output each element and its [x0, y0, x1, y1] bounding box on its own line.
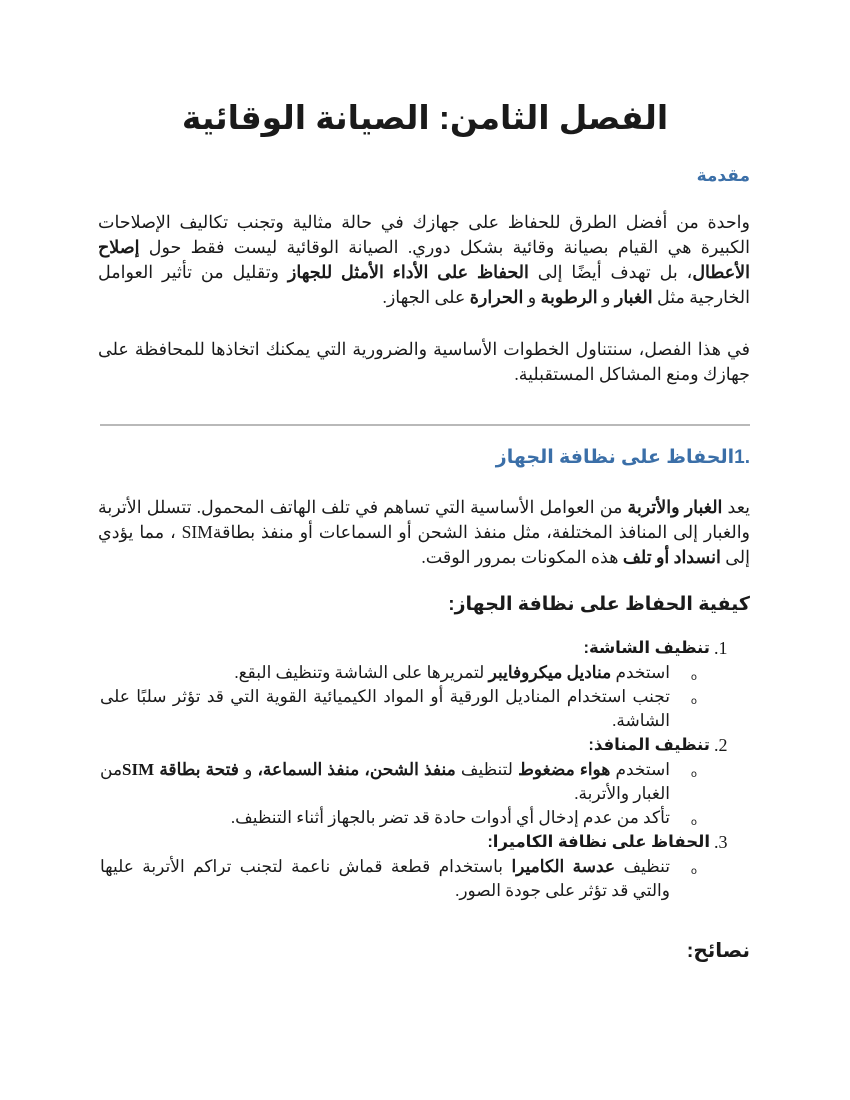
text-run: هذه المكونات بمرور الوقت. — [421, 547, 623, 567]
text-run: تنظيف — [615, 857, 670, 876]
step-sub-item — [100, 758, 710, 806]
step-item — [100, 636, 750, 733]
step-sub-item — [100, 806, 710, 830]
step-number: 3. — [714, 832, 728, 852]
text-run: ، بل تهدف أيضًا إلى — [528, 262, 693, 282]
intro-paragraph-1 — [98, 210, 750, 310]
step-title: تنظيف الشاشة: — [583, 639, 710, 657]
text-run: و — [238, 760, 253, 779]
step-number: 1. — [714, 638, 728, 658]
bold-text: الحرارة — [469, 287, 524, 307]
step-title: الحفاظ على نظافة الكاميرا: — [487, 833, 710, 851]
step-sub-list — [100, 855, 710, 903]
cleaning-steps-list — [100, 636, 750, 903]
step-number: 2. — [714, 735, 728, 755]
step-sub-list — [100, 758, 710, 830]
text-run: و — [597, 287, 615, 307]
section-1-paragraph — [98, 495, 750, 570]
text-run: في هذا الفصل، سنتناول الخطوات الأساسية والضرورية التي يمكنك اتخاذها للمحافظة على جهازك ومنع المشاكل المستقبلية. — [98, 339, 750, 384]
text-run: تأكد من عدم إدخال أي أدوات حادة قد تضر بالجهاز أثناء التنظيف. — [230, 808, 670, 827]
step-title: تنظيف المنافذ: — [588, 736, 710, 754]
bold-text: فتحة بطاقة SIM — [122, 760, 239, 779]
bullet-icon: o — [690, 769, 697, 780]
section-1-heading: .1الحفاظ على نظافة الجهاز — [495, 447, 750, 468]
intro-paragraph-2 — [98, 337, 750, 387]
text-run: يعد — [722, 497, 751, 517]
step-sub-item — [100, 685, 710, 733]
bold-text: الغبار — [614, 287, 653, 307]
bold-text: الحفاظ على الأداء الأمثل للجهاز — [287, 262, 529, 282]
text-run: لتمريرها على الشاشة وتنظيف البقع. — [234, 663, 489, 682]
bullet-icon: o — [690, 672, 697, 683]
bold-text: الغبار والأتربة — [627, 497, 723, 517]
bold-text: الرطوبة — [540, 287, 598, 307]
step-sub-item — [100, 855, 710, 903]
bold-text: منفذ الشحن، منفذ السماعة، — [252, 760, 456, 779]
bold-text: هواء مضغوط — [518, 760, 611, 779]
tips-heading: نصائح: — [686, 940, 750, 962]
text-run: من العوامل الأساسية التي تساهم في تلف الهاتف المحمول. تتسلل الأتربة والغبار إلى المنافذ المختلفة، مثل منفذ الشحن أو السماعات أو منفذ بطاقةSIM ، مما يؤدي إلى — [98, 497, 751, 567]
intro-heading: مقدمة — [696, 166, 750, 185]
text-run: استخدم — [610, 760, 670, 779]
bullet-icon: o — [690, 696, 697, 707]
text-run: واحدة من أفضل الطرق للحفاظ على جهازك في حالة مثالية وتجنب تكاليف الإصلاحات الكبيرة هي القيام بصيانة وقائية بشكل دوري. الصيانة الوقائية ليست فقط حول — [98, 212, 750, 257]
section-divider — [100, 424, 750, 426]
text-run: تجنب استخدام المناديل الورقية أو المواد الكيميائية القوية التي قد تؤثر سلبًا على الشاشة. — [100, 687, 670, 730]
text-run: باستخدام قطعة قماش ناعمة لتجنب تراكم الأتربة عليها والتي قد تؤثر على جودة الصور. — [100, 857, 670, 900]
bold-text: انسداد أو تلف — [622, 547, 721, 567]
chapter-title: الفصل الثامن: الصيانة الوقائية — [181, 99, 669, 136]
text-run: وتقليل من تأثير العوامل الخارجية مثل — [98, 262, 750, 307]
bullet-icon: o — [690, 817, 697, 828]
step-sub-list — [100, 661, 710, 733]
text-run: استخدم — [611, 663, 670, 682]
bold-text: مناديل ميكروفايبر — [488, 663, 612, 682]
text-run: من الغبار والأتربة. — [100, 760, 670, 803]
text-run: لتنظيف — [455, 760, 519, 779]
text-run: و — [523, 287, 541, 307]
bullet-icon: o — [690, 866, 697, 877]
step-item — [100, 830, 750, 903]
bold-text: عدسة الكاميرا — [511, 857, 616, 876]
step-item — [100, 733, 750, 830]
bold-text: إصلاح الأعطال — [98, 237, 751, 282]
cleaning-howto-heading: كيفية الحفاظ على نظافة الجهاز: — [448, 594, 750, 615]
text-run: على الجهاز. — [382, 287, 470, 307]
step-sub-item — [100, 661, 710, 685]
